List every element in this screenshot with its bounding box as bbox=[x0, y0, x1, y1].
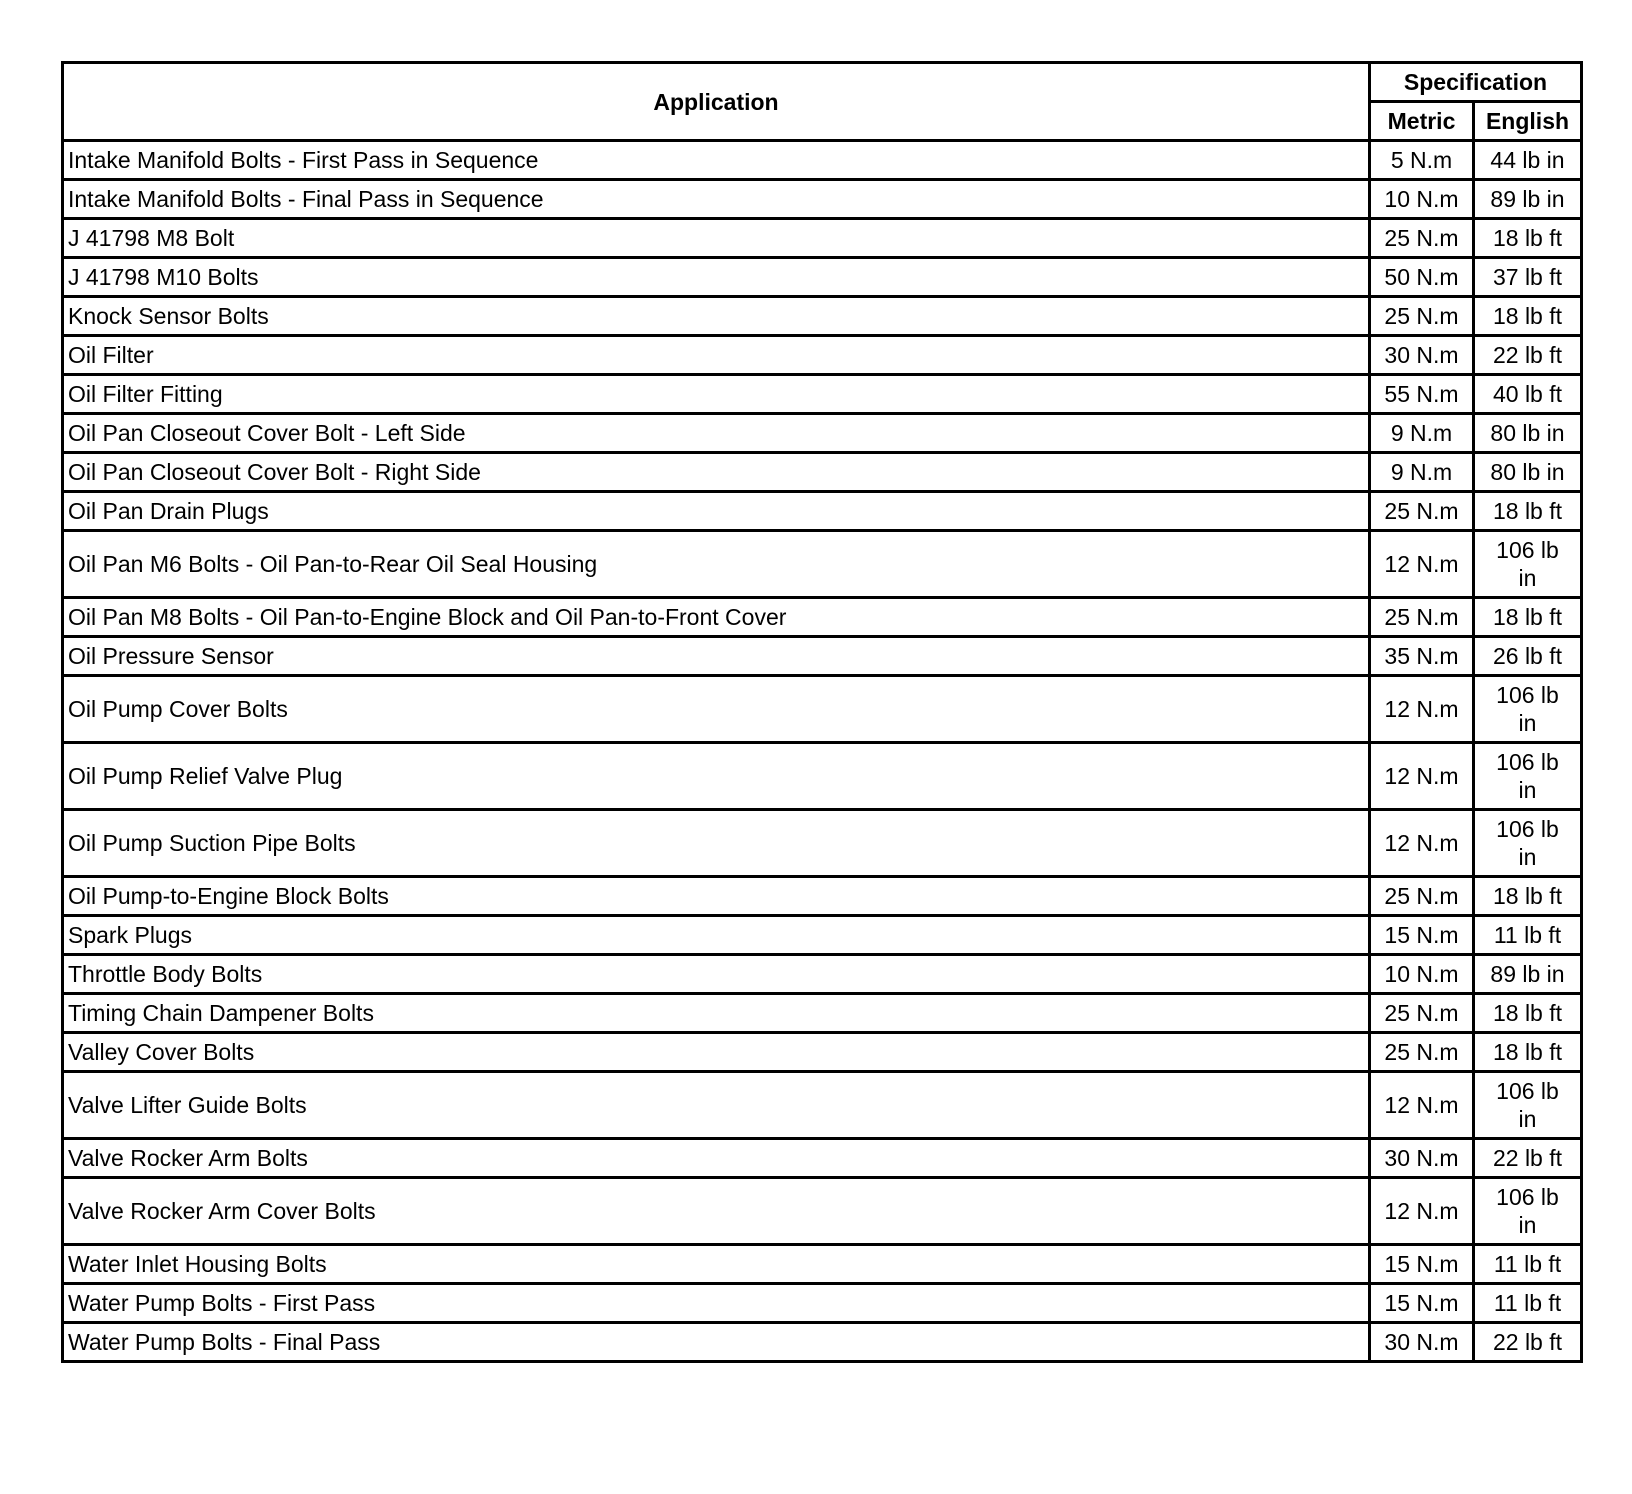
table-row bbox=[63, 598, 1582, 637]
application-cell: Valve Rocker Arm Bolts bbox=[63, 1139, 1370, 1178]
english-cell: 89 lb in bbox=[1474, 955, 1582, 994]
metric-cell: 25 N.m bbox=[1370, 492, 1474, 531]
application-cell: J 41798 M10 Bolts bbox=[63, 258, 1370, 297]
table-row bbox=[63, 1072, 1582, 1139]
metric-cell: 30 N.m bbox=[1370, 1139, 1474, 1178]
english-cell: 18 lb ft bbox=[1474, 297, 1582, 336]
application-cell: Oil Pump Cover Bolts bbox=[63, 676, 1370, 743]
application-cell: Timing Chain Dampener Bolts bbox=[63, 994, 1370, 1033]
table-row bbox=[63, 637, 1582, 676]
english-cell: 80 lb in bbox=[1474, 414, 1582, 453]
application-cell: Knock Sensor Bolts bbox=[63, 297, 1370, 336]
header-application: Application bbox=[63, 63, 1370, 141]
metric-cell: 25 N.m bbox=[1370, 219, 1474, 258]
table-row bbox=[63, 1245, 1582, 1284]
metric-cell: 12 N.m bbox=[1370, 1072, 1474, 1139]
metric-cell: 25 N.m bbox=[1370, 877, 1474, 916]
english-cell: 106 lb in bbox=[1474, 676, 1582, 743]
table-row bbox=[63, 1178, 1582, 1245]
table-row bbox=[63, 453, 1582, 492]
application-cell: Oil Pump-to-Engine Block Bolts bbox=[63, 877, 1370, 916]
application-cell: Intake Manifold Bolts - First Pass in Sequence bbox=[63, 141, 1370, 180]
metric-cell: 12 N.m bbox=[1370, 1178, 1474, 1245]
table-row bbox=[63, 1323, 1582, 1362]
english-cell: 11 lb ft bbox=[1474, 1245, 1582, 1284]
table-row bbox=[63, 141, 1582, 180]
torque-spec-table bbox=[61, 61, 1583, 1363]
metric-cell: 9 N.m bbox=[1370, 414, 1474, 453]
english-cell: 106 lb in bbox=[1474, 743, 1582, 810]
table-row bbox=[63, 1284, 1582, 1323]
english-cell: 26 lb ft bbox=[1474, 637, 1582, 676]
application-cell: J 41798 M8 Bolt bbox=[63, 219, 1370, 258]
table-row bbox=[63, 414, 1582, 453]
header-specification: Specification bbox=[1370, 63, 1582, 102]
application-cell: Oil Pan Closeout Cover Bolt - Right Side bbox=[63, 453, 1370, 492]
metric-cell: 12 N.m bbox=[1370, 743, 1474, 810]
application-cell: Spark Plugs bbox=[63, 916, 1370, 955]
english-cell: 106 lb in bbox=[1474, 1072, 1582, 1139]
table-row bbox=[63, 1033, 1582, 1072]
metric-cell: 5 N.m bbox=[1370, 141, 1474, 180]
english-cell: 37 lb ft bbox=[1474, 258, 1582, 297]
metric-cell: 35 N.m bbox=[1370, 637, 1474, 676]
metric-cell: 10 N.m bbox=[1370, 180, 1474, 219]
application-cell: Throttle Body Bolts bbox=[63, 955, 1370, 994]
table-row bbox=[63, 297, 1582, 336]
application-cell: Intake Manifold Bolts - Final Pass in Sequence bbox=[63, 180, 1370, 219]
metric-cell: 25 N.m bbox=[1370, 994, 1474, 1033]
application-cell: Valve Lifter Guide Bolts bbox=[63, 1072, 1370, 1139]
application-cell: Oil Pump Suction Pipe Bolts bbox=[63, 810, 1370, 877]
metric-cell: 12 N.m bbox=[1370, 676, 1474, 743]
english-cell: 18 lb ft bbox=[1474, 219, 1582, 258]
application-cell: Water Pump Bolts - First Pass bbox=[63, 1284, 1370, 1323]
english-cell: 89 lb in bbox=[1474, 180, 1582, 219]
english-cell: 18 lb ft bbox=[1474, 1033, 1582, 1072]
english-cell: 22 lb ft bbox=[1474, 336, 1582, 375]
english-cell: 18 lb ft bbox=[1474, 994, 1582, 1033]
table-row bbox=[63, 492, 1582, 531]
table-row bbox=[63, 531, 1582, 598]
english-cell: 18 lb ft bbox=[1474, 492, 1582, 531]
metric-cell: 55 N.m bbox=[1370, 375, 1474, 414]
metric-cell: 12 N.m bbox=[1370, 810, 1474, 877]
english-cell: 22 lb ft bbox=[1474, 1139, 1582, 1178]
metric-cell: 25 N.m bbox=[1370, 297, 1474, 336]
table-row bbox=[63, 955, 1582, 994]
table-row bbox=[63, 219, 1582, 258]
header-english: English bbox=[1474, 102, 1582, 141]
table-row bbox=[63, 810, 1582, 877]
metric-cell: 30 N.m bbox=[1370, 336, 1474, 375]
table-row bbox=[63, 180, 1582, 219]
metric-cell: 10 N.m bbox=[1370, 955, 1474, 994]
application-cell: Oil Filter Fitting bbox=[63, 375, 1370, 414]
application-cell: Oil Filter bbox=[63, 336, 1370, 375]
application-cell: Oil Pan M8 Bolts - Oil Pan-to-Engine Block and Oil Pan-to-Front Cover bbox=[63, 598, 1370, 637]
application-cell: Oil Pressure Sensor bbox=[63, 637, 1370, 676]
application-cell: Water Pump Bolts - Final Pass bbox=[63, 1323, 1370, 1362]
table-row bbox=[63, 994, 1582, 1033]
metric-cell: 25 N.m bbox=[1370, 1033, 1474, 1072]
metric-cell: 15 N.m bbox=[1370, 1245, 1474, 1284]
application-cell: Oil Pan Drain Plugs bbox=[63, 492, 1370, 531]
metric-cell: 15 N.m bbox=[1370, 1284, 1474, 1323]
table-row bbox=[63, 676, 1582, 743]
table-row bbox=[63, 916, 1582, 955]
table-row bbox=[63, 336, 1582, 375]
table-row bbox=[63, 1139, 1582, 1178]
table-row bbox=[63, 258, 1582, 297]
application-cell: Oil Pan M6 Bolts - Oil Pan-to-Rear Oil Seal Housing bbox=[63, 531, 1370, 598]
metric-cell: 50 N.m bbox=[1370, 258, 1474, 297]
table-body bbox=[63, 141, 1582, 1362]
english-cell: 106 lb in bbox=[1474, 531, 1582, 598]
english-cell: 22 lb ft bbox=[1474, 1323, 1582, 1362]
metric-cell: 9 N.m bbox=[1370, 453, 1474, 492]
table-row bbox=[63, 877, 1582, 916]
english-cell: 44 lb in bbox=[1474, 141, 1582, 180]
application-cell: Oil Pump Relief Valve Plug bbox=[63, 743, 1370, 810]
table-row bbox=[63, 743, 1582, 810]
metric-cell: 25 N.m bbox=[1370, 598, 1474, 637]
english-cell: 18 lb ft bbox=[1474, 877, 1582, 916]
header-row-top bbox=[63, 63, 1582, 102]
metric-cell: 15 N.m bbox=[1370, 916, 1474, 955]
metric-cell: 12 N.m bbox=[1370, 531, 1474, 598]
english-cell: 80 lb in bbox=[1474, 453, 1582, 492]
application-cell: Oil Pan Closeout Cover Bolt - Left Side bbox=[63, 414, 1370, 453]
english-cell: 18 lb ft bbox=[1474, 598, 1582, 637]
application-cell: Valve Rocker Arm Cover Bolts bbox=[63, 1178, 1370, 1245]
metric-cell: 30 N.m bbox=[1370, 1323, 1474, 1362]
application-cell: Valley Cover Bolts bbox=[63, 1033, 1370, 1072]
english-cell: 106 lb in bbox=[1474, 1178, 1582, 1245]
header-metric: Metric bbox=[1370, 102, 1474, 141]
english-cell: 11 lb ft bbox=[1474, 916, 1582, 955]
english-cell: 106 lb in bbox=[1474, 810, 1582, 877]
english-cell: 11 lb ft bbox=[1474, 1284, 1582, 1323]
english-cell: 40 lb ft bbox=[1474, 375, 1582, 414]
table-row bbox=[63, 375, 1582, 414]
application-cell: Water Inlet Housing Bolts bbox=[63, 1245, 1370, 1284]
